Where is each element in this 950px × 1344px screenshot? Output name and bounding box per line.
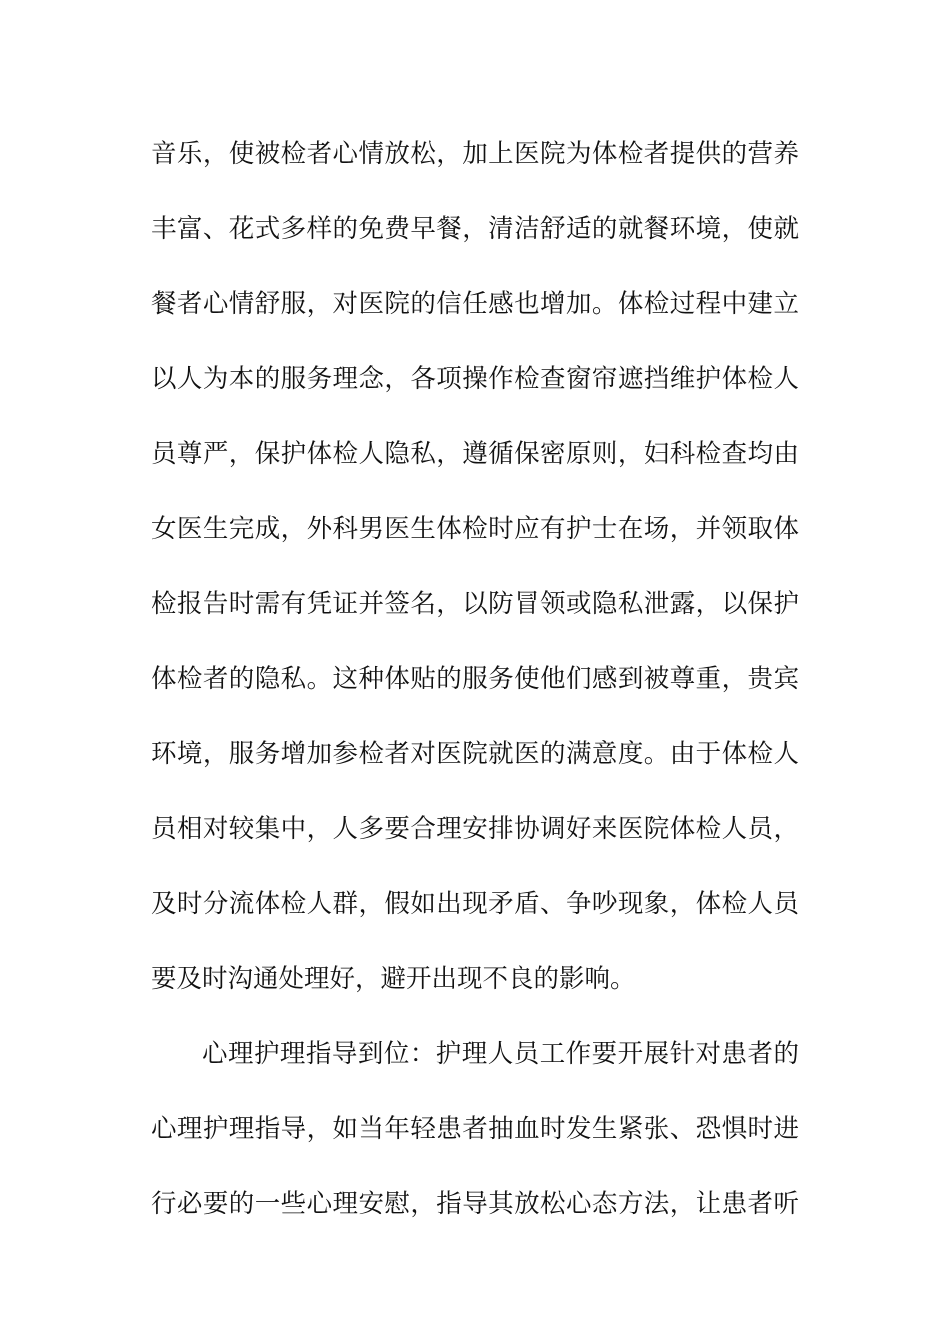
text-line: 检报告时需有凭证并签名，以防冒领或隐私泄露，以保护	[151, 589, 799, 619]
text-line: 员尊严，保护体检人隐私，遵循保密原则，妇科检查均由	[151, 439, 799, 469]
text-line: 以人为本的服务理念，各项操作检查窗帘遮挡维护体检人	[151, 364, 799, 394]
text-line: 女医生完成，外科男医生体检时应有护士在场，并领取体	[151, 514, 799, 544]
text-line: 行必要的一些心理安慰，指导其放松心态方法，让患者听	[151, 1189, 799, 1219]
text-line: 要及时沟通处理好，避开出现不良的影响。	[151, 964, 636, 994]
text-line: 及时分流体检人群，假如出现矛盾、争吵现象，体检人员	[151, 889, 799, 919]
text-line: 体检者的隐私。这种体贴的服务使他们感到被尊重，贵宾	[151, 664, 799, 694]
body-text	[151, 128, 799, 1253]
text-line: 员相对较集中，人多要合理安排协调好来医院体检人员，	[151, 814, 799, 844]
text-line: 餐者心情舒服，对医院的信任感也增加。体检过程中建立	[151, 289, 799, 319]
paragraph-1	[151, 128, 799, 1005]
text-line: 音乐，使被检者心情放松，加上医院为体检者提供的营养	[151, 139, 799, 169]
text-line: 丰富、花式多样的免费早餐，清洁舒适的就餐环境，使就	[151, 214, 799, 244]
paragraph-2	[151, 1028, 799, 1230]
text-line: 环境，服务增加参检者对医院就医的满意度。由于体检人	[151, 739, 799, 769]
text-line: 心理护理指导到位：护理人员工作要开展针对患者的	[202, 1039, 799, 1069]
text-line: 心理护理指导，如当年轻患者抽血时发生紧张、恐惧时进	[151, 1114, 799, 1144]
